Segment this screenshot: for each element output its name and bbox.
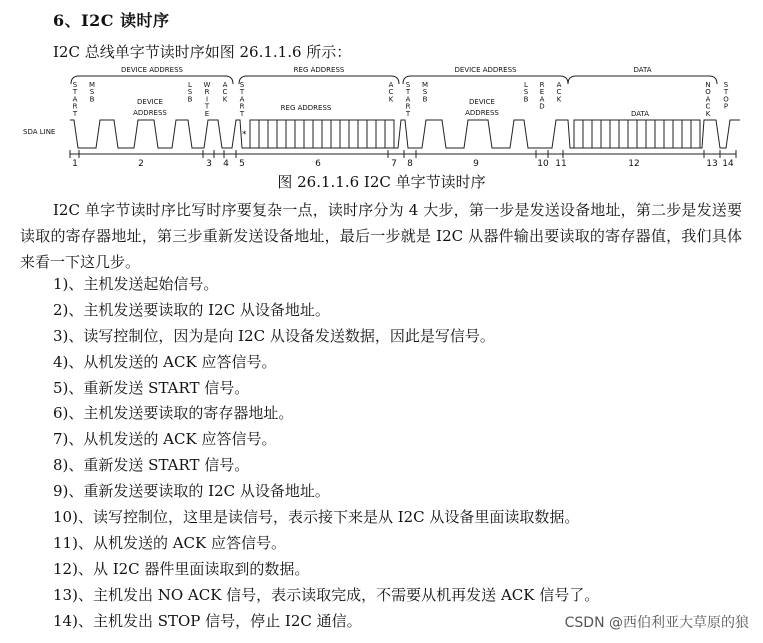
vertical-label-char: K (388, 95, 394, 104)
step-number: 9 (473, 159, 479, 168)
group-label: REG ADDRESS (293, 66, 345, 74)
vertical-label-char: A (405, 95, 411, 104)
step-item: 6)、主机发送要读取的寄存器地址。 (53, 404, 294, 423)
reg-bit-cell (349, 120, 358, 148)
step-item: 9)、重新发送要读取的 I2C 从设备地址。 (53, 482, 330, 501)
step-number: 10 (537, 159, 549, 168)
step-item: 14)、主机发出 STOP 信号，停止 I2C 通信。 (53, 611, 362, 630)
reg-bit-cell (322, 120, 331, 148)
step-item: 3)、读写控制位，因为是向 I2C 从设备发送数据，因此是写信号。 (53, 326, 495, 345)
vertical-label-char: B (422, 95, 428, 104)
bracket-line (568, 76, 717, 84)
vertical-label-char: S (405, 81, 411, 89)
vertical-label-char: R (239, 102, 245, 111)
group-label: DEVICE ADDRESS (454, 66, 517, 74)
vertical-label-char: O (723, 95, 729, 104)
description-paragraph: I2C 单字节读时序比写时序要复杂一点，读时序分为 4 大步，第一步是发送设备地址，第二步是发送要读取的寄存器地址，第三步重新发送设备地址，最后一步就是 I2C 从器件输出要读取的寄存器值，我们具体来看一下这几步。 (20, 201, 742, 271)
reg-bit-cell (250, 120, 259, 148)
segment-label: DATA (630, 110, 650, 118)
data-bit-cell (655, 120, 664, 148)
vertical-label-char: T (72, 88, 78, 97)
intro-text: I2C 总线单字节读时序如图 26.1.1.6 所示： (53, 43, 352, 61)
vertical-label-char: T (72, 109, 78, 118)
reg-bit-cell (277, 120, 286, 148)
vertical-label-char: T (239, 109, 245, 118)
section-heading: 6、I2C 读时序 (53, 11, 170, 30)
step-item: 4)、从机发送的 ACK 应答信号。 (53, 352, 277, 371)
vertical-label-char: S (422, 88, 428, 97)
reg-bit-cell (259, 120, 268, 148)
vertical-label-char: D (539, 102, 545, 111)
reg-bit-cell (286, 120, 295, 148)
reg-bit-cell (331, 120, 340, 148)
step-number: 6 (315, 159, 321, 168)
vertical-label-char: L (524, 81, 528, 89)
segment-label: DEVICE (469, 98, 495, 106)
vertical-label-char: N (705, 81, 711, 89)
step-item: 13)、主机发出 NO ACK 信号，表示读取完成，不需要从机再发送 ACK 信号了。 (53, 585, 600, 604)
vertical-label-char: A (72, 95, 78, 104)
step-number: 2 (138, 159, 144, 168)
vertical-label-char: M (421, 81, 429, 89)
vertical-label-char: P (723, 102, 729, 111)
vertical-label-char: R (204, 88, 210, 97)
vertical-label-char: C (222, 88, 228, 97)
step-item: 10)、读写控制位，这里是读信号，表示接下来是从 I2C 从设备里面读取数据。 (53, 508, 580, 527)
reg-bit-cell (340, 120, 349, 148)
vertical-label-char: S (72, 81, 78, 89)
data-bit-cell (691, 120, 700, 148)
step-number: 1 (72, 159, 78, 168)
data-bit-cell (682, 120, 691, 148)
vertical-label-char: B (89, 95, 95, 104)
vertical-label-char: B (523, 95, 529, 104)
step-number: 12 (628, 159, 640, 168)
data-bit-cell (574, 120, 583, 148)
data-bit-cell (601, 120, 610, 148)
vertical-label-char: K (705, 109, 711, 118)
step-item: 8)、重新发送 START 信号。 (53, 456, 250, 475)
step-number: 14 (722, 159, 734, 168)
step-number: 11 (555, 159, 567, 168)
vertical-label-char: O (705, 88, 711, 97)
reg-bit-cell (304, 120, 313, 148)
vertical-label-char: S (523, 88, 529, 97)
vertical-label-char: A (556, 81, 562, 89)
data-bit-cell (592, 120, 601, 148)
data-bit-cell (583, 120, 592, 148)
vertical-label-char: I (205, 95, 209, 104)
vertical-label-char: T (405, 109, 411, 118)
segment-label: ADDRESS (133, 109, 167, 117)
step-item: 2)、主机发送要读取的 I2C 从设备地址。 (53, 300, 330, 319)
data-bit-cell (619, 120, 628, 148)
reg-bit-cell (313, 120, 322, 148)
vertical-label-char: E (204, 109, 210, 118)
step-item: 11)、从机发送的 ACK 应答信号。 (53, 533, 286, 552)
step-number: 4 (223, 159, 229, 168)
vertical-label-char: S (89, 88, 95, 97)
vertical-label-char: W (203, 81, 211, 89)
bracket-line (239, 76, 399, 84)
vertical-label-char: K (556, 95, 562, 104)
group-label: DATA (633, 66, 652, 74)
vertical-label-char: S (187, 88, 193, 97)
data-bit-cell (673, 120, 682, 148)
data-bit-cell (637, 120, 646, 148)
vertical-label-char: K (222, 95, 228, 104)
data-bit-cell (628, 120, 637, 148)
vertical-label-char: C (705, 102, 711, 111)
step-item: 12)、从 I2C 器件里面读取到的数据。 (53, 559, 310, 578)
data-bit-cell (610, 120, 619, 148)
watermark: CSDN @西伯利亚大草原的狼 (564, 615, 749, 631)
vertical-label-char: T (723, 88, 729, 97)
reg-bit-cell (385, 120, 394, 148)
data-bit-cell (664, 120, 673, 148)
i2c-read-timing-diagram (18, 62, 748, 168)
reg-bit-cell (376, 120, 385, 148)
reg-bit-cell (295, 120, 304, 148)
vertical-label-char: R (72, 102, 78, 111)
sda-line-label: SDA LINE (23, 128, 56, 136)
step-number: 7 (391, 159, 397, 168)
vertical-label-char: C (556, 88, 562, 97)
vertical-label-char: T (405, 88, 411, 97)
vertical-label-char: A (239, 95, 245, 104)
step-number: 5 (239, 159, 245, 168)
star-marker: * (242, 130, 247, 140)
vertical-label-char: C (388, 88, 394, 97)
vertical-label-char: S (239, 81, 245, 89)
step-item: 1)、主机发送起始信号。 (53, 275, 219, 293)
vertical-label-char: M (88, 81, 96, 89)
vertical-label-char: T (239, 88, 245, 97)
sda-waveform (70, 120, 740, 148)
step-item: 5)、重新发送 START 信号。 (53, 378, 250, 397)
vertical-label-char: A (222, 81, 228, 89)
vertical-label-char: L (188, 81, 192, 89)
vertical-label-char: R (539, 81, 545, 89)
segment-label: REG ADDRESS (280, 104, 332, 112)
vertical-label-char: A (388, 81, 394, 89)
figure-caption: 图 26.1.1.6 I2C 单字节读时序 (277, 173, 486, 191)
vertical-label-char: R (405, 102, 411, 111)
step-item: 7)、从机发送的 ACK 应答信号。 (53, 430, 277, 449)
step-number: 3 (206, 159, 212, 168)
vertical-label-char: T (204, 102, 210, 111)
vertical-label-char: A (539, 95, 545, 104)
vertical-label-char: A (705, 95, 711, 104)
data-bit-cell (646, 120, 655, 148)
segment-label: ADDRESS (465, 109, 499, 117)
vertical-label-char: B (187, 95, 193, 104)
reg-bit-cell (367, 120, 376, 148)
vertical-label-char: E (539, 88, 545, 97)
reg-bit-cell (268, 120, 277, 148)
step-number: 8 (407, 159, 413, 168)
reg-bit-cell (358, 120, 367, 148)
step-list (53, 275, 599, 637)
segment-label: DEVICE (137, 98, 163, 106)
vertical-label-char: S (723, 81, 729, 89)
step-number: 13 (706, 159, 718, 168)
group-label: DEVICE ADDRESS (121, 66, 183, 74)
